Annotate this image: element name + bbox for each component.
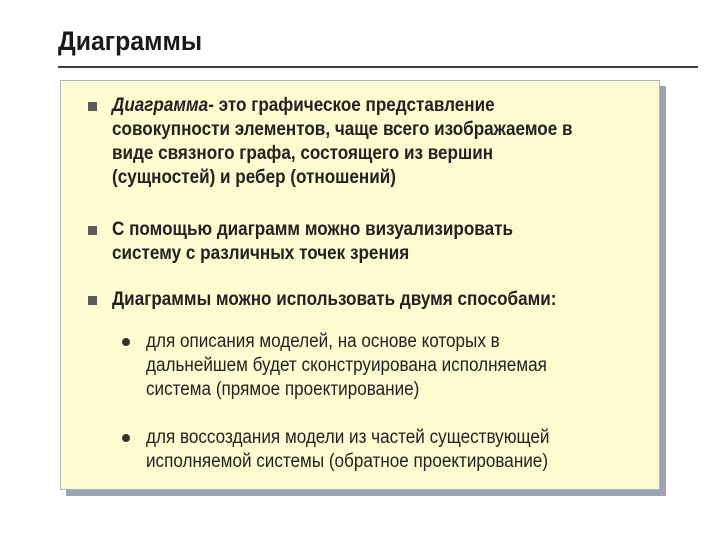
sub-bullet-2-line-1: для воссоздания модели из частей существующей	[146, 427, 550, 448]
bullet-item-3	[112, 288, 606, 312]
bullet-1-line-3: виде связного графа, состоящего из вершин	[112, 143, 494, 164]
bullet-item-1	[112, 94, 624, 190]
bullet-3-line-1: Диаграммы можно использовать двумя способами:	[112, 289, 557, 310]
bullet-item-2	[112, 218, 558, 266]
sub-bullet-item-2	[146, 426, 594, 474]
round-bullet-icon	[122, 338, 130, 346]
term-emphasis: Диаграмма-	[112, 95, 214, 116]
bullet-2-line-2: систему с различных точек зрения	[112, 243, 410, 264]
sub-bullet-2-line-2: исполняемой системы (обратное проектирование)	[146, 451, 549, 472]
bullet-1-line-2: совокупности элементов, чаще всего изображаемое в	[112, 119, 573, 140]
round-bullet-icon	[122, 434, 130, 442]
bullet-1-line-4: (сущностей) и ребер (отношений)	[112, 167, 396, 188]
sub-bullet-item-1	[146, 330, 591, 402]
square-bullet-icon	[88, 296, 97, 305]
sub-bullet-1-line-1: для описания моделей, на основе которых в	[146, 331, 500, 352]
square-bullet-icon	[88, 226, 97, 235]
sub-bullet-1-line-2: дальнейшем будет сконструирована исполняемая	[146, 355, 547, 376]
bullet-2-line-1: С помощью диаграмм можно визуализировать	[112, 219, 513, 240]
bullet-1-line-1: Диаграмма- это графическое представление	[112, 95, 495, 116]
slide-title: Диаграммы	[58, 26, 203, 56]
title-divider	[58, 66, 698, 68]
sub-bullet-1-line-3: система (прямое проектирование)	[146, 379, 420, 400]
square-bullet-icon	[88, 102, 97, 111]
